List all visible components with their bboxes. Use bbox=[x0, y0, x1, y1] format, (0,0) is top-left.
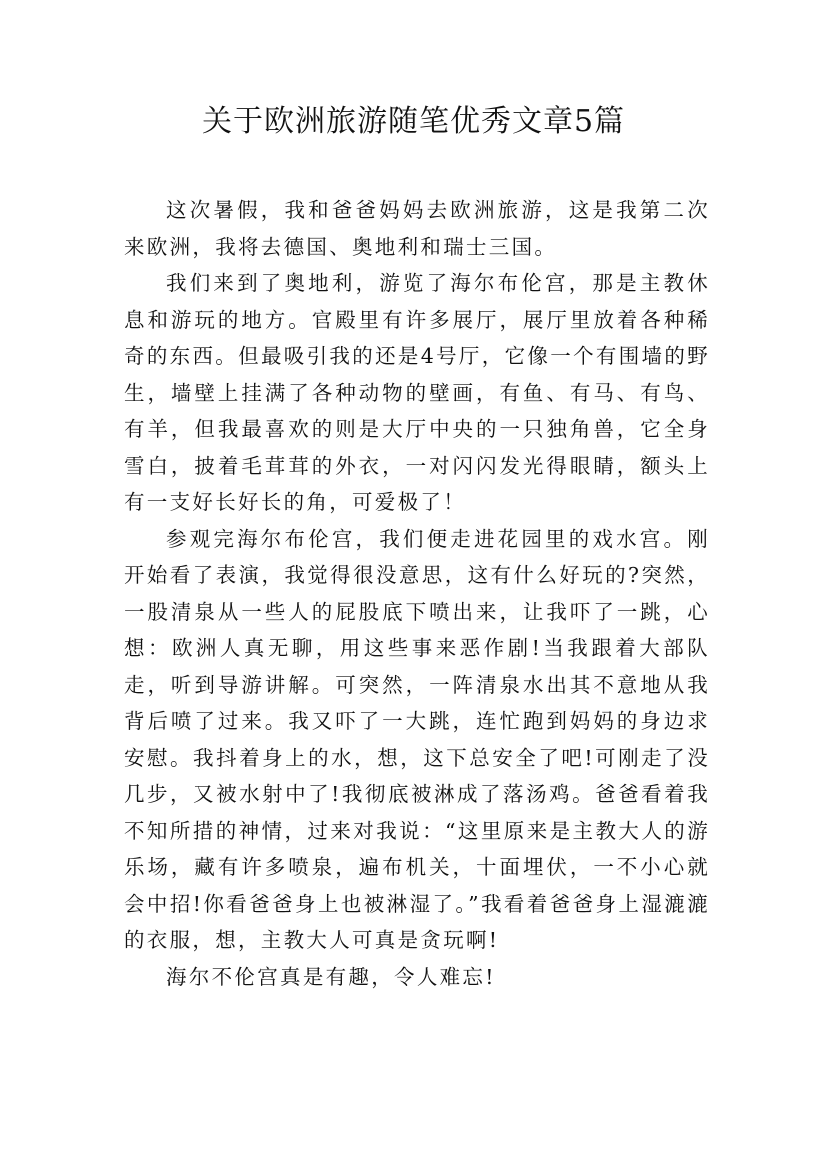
paragraph-3: 参观完海尔布伦宫，我们便走进花园里的戏水宫。刚开始看了表演，我觉得很没意思，这有什么好玩的?突然，一股清泉从一些人的屁股底下喷出来，让我吓了一跳，心想：欧洲人真无聊，用这些事来恶作剧!当我跟着大部队走，听到导游讲解。可突然，一阵清泉水出其不意地从我背后喷了过来。我又吓了一大跳，连忙跑到妈妈的身边求安慰。我抖着身上的水，想，这下总安全了吧!可刚走了没几步，又被水射中了!我彻底被淋成了落汤鸡。爸爸看着我不知所措的神情，过来对我说：“这里原来是主教大人的游乐场，藏有许多喷泉，遍布机关，十面埋伏，一不小心就会中招!你看爸爸身上也被淋湿了。”我看着爸爸身上湿漉漉的衣服，想，主教大人可真是贪玩啊! bbox=[124, 526, 710, 952]
paragraph-2: 我们来到了奥地利，游览了海尔布伦宫，那是主教休息和游玩的地方。官殿里有许多展厅，展厅里放着各种稀奇的东西。但最吸引我的还是4号厅，它像一个有围墙的野生，墙壁上挂满了各种动物的壁画，有鱼、有马、有鸟、有羊，但我最喜欢的则是大厅中央的一只独角兽，它全身雪白，披着毛茸茸的外衣，一对闪闪发光得眼睛，额头上有一支好长好长的角，可爱极了！ bbox=[124, 271, 710, 514]
document-body bbox=[124, 192, 710, 995]
document-title: 关于欧洲旅游随笔优秀文章5篇 bbox=[201, 104, 626, 139]
paragraph-1: 这次暑假，我和爸爸妈妈去欧洲旅游，这是我第二次来欧洲，我将去德国、奥地利和瑞士三国。 bbox=[124, 198, 710, 259]
paragraph-4: 海尔不伦宫真是有趣，令人难忘! bbox=[166, 964, 496, 989]
